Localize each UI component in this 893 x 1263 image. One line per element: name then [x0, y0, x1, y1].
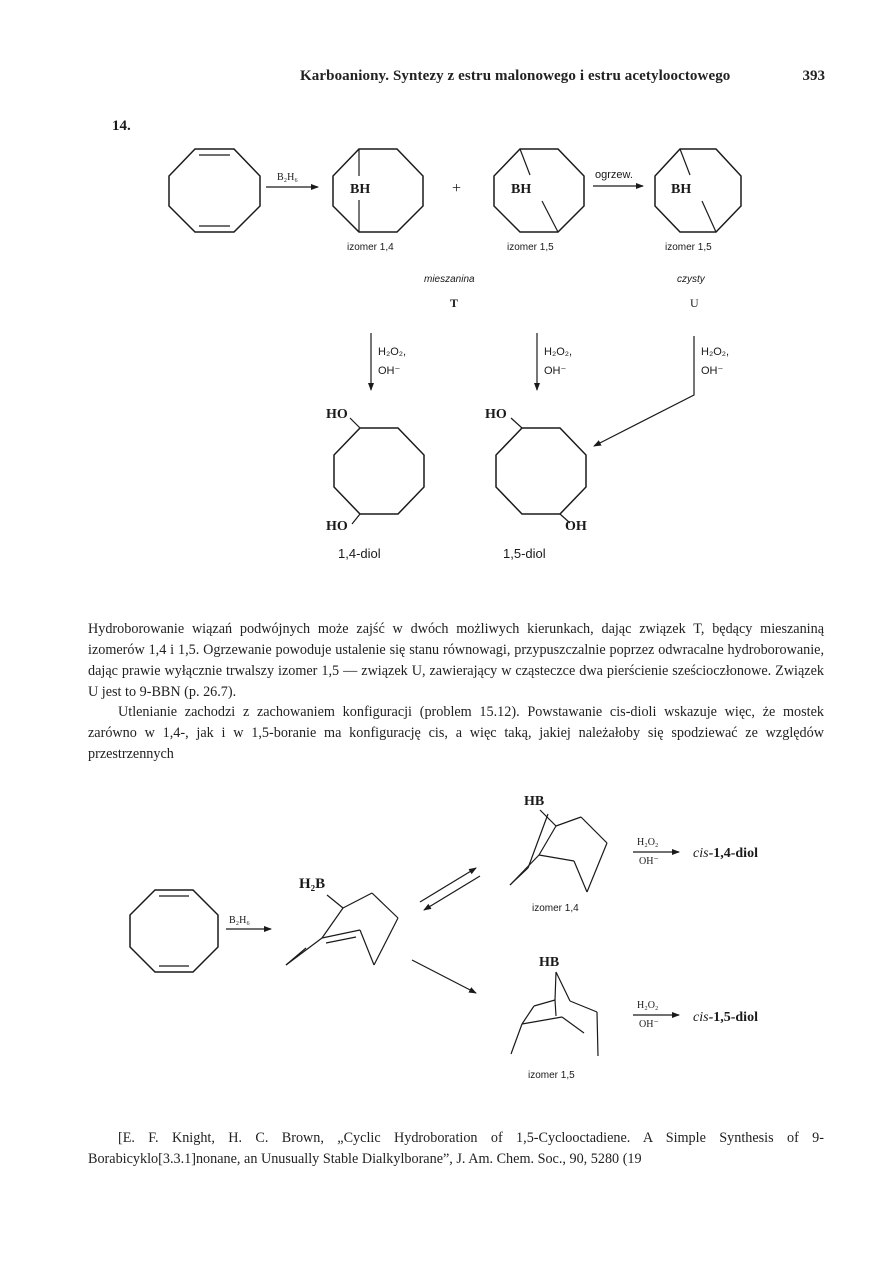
literature-reference [88, 1128, 824, 1170]
reagent-b2h6: B₂H₆ [229, 915, 250, 926]
bicyclic-borane-15 [511, 955, 598, 1081]
diol-15-label: 1,5-diol [503, 546, 546, 561]
oh-minus-label: OH⁻ [701, 365, 724, 377]
bh-label: BH [671, 182, 692, 197]
product-cis-14: cis-1,4-diol [693, 846, 758, 861]
cis-prefix: cis [693, 1010, 709, 1025]
problem-number: 14. [112, 118, 131, 134]
paragraph-oxidation [88, 702, 824, 765]
paragraph-1-text: Hydroborowanie wiązań podwójnych może zajść w dwóch możliwych kierunkach, dając związek T, będący mieszaniną izomerów 1,4 i 1,5. Ogrzewanie powoduje ustalenie się stanu równowagi, przypuszczalnie poprzez odwracalne hydroborowanie, dając prawie wyłącznie trwalszy izomer 1,5 — związek U, zawierający w cząsteczce dwa pierścienie sześcioczłonowe. Związek U jest to 9-BBN (p. 26.7). [88, 621, 824, 700]
product-cis-15: cis-1,5-diol [693, 1010, 758, 1025]
oxidation-arrow-3 [594, 336, 729, 446]
isomer-15-label: izomer 1,5 [507, 242, 554, 253]
oxidation-arrow-top [633, 837, 758, 867]
hb-label: HB [539, 955, 560, 970]
pure-label: czysty [677, 274, 705, 285]
borane-14-structure [333, 149, 423, 253]
paragraph-2-text: Utlenianie zachodzi z zachowaniem konfiguracji (problem 15.12). Powstawanie cis-dioli wskazuje więc, że mostek zarówno w 1,4-, jak i w 1,5-boranie ma konfigurację cis, a więc taką, jakiej należałoby się spodziewać ze względów przestrzennych [88, 704, 824, 762]
diol-14-label: 1,4-diol [338, 546, 381, 561]
oh-minus-label: OH⁻ [639, 1019, 659, 1030]
ho-label: HO [326, 519, 348, 534]
heat-label: ogrzew. [595, 169, 633, 181]
isomer-15-label: izomer 1,5 [528, 1070, 575, 1081]
h2b-label: H₂B [299, 876, 326, 892]
oh-minus-label: OH⁻ [639, 856, 659, 867]
h2o2-label: H₂O₂ [637, 1000, 659, 1011]
running-title: Karboaniony. Syntezy z estru malonowego i estru acetylooctowego [300, 68, 731, 84]
page-number: 393 [802, 68, 825, 84]
oh-minus-label: OH⁻ [544, 365, 567, 377]
h2o2-label: H₂O₂, [544, 346, 573, 358]
b2h6-arrow-2 [226, 915, 271, 929]
heat-arrow [593, 169, 643, 186]
plus-sign: + [452, 180, 462, 197]
bh-label: BH [511, 182, 532, 197]
h2o2-label: H₂O₂, [701, 346, 730, 358]
oxidation-arrow-bottom [633, 1000, 758, 1030]
cis-prefix: cis [693, 846, 709, 861]
isomer-14-label: izomer 1,4 [532, 903, 579, 914]
h2o2-label: H₂O₂ [637, 837, 659, 848]
cyclooctadiene-structure [169, 149, 260, 232]
paragraph-hydroboration [88, 619, 824, 703]
mixture-label: mieszanina [424, 274, 475, 285]
isomer-15-pure-label: izomer 1,5 [665, 242, 712, 253]
diol-14-structure [326, 407, 424, 561]
oh-label: OH [565, 519, 587, 534]
hb-label: HB [524, 794, 545, 809]
isomer-14-label: izomer 1,4 [347, 242, 394, 253]
bicyclic-borane-14 [510, 794, 607, 914]
diol-15-structure [485, 407, 587, 561]
oxidation-arrow-1 [371, 333, 406, 390]
equilibrium-arrows [420, 868, 480, 910]
cyclooctadiene-structure-2 [130, 890, 218, 972]
oh-minus-label: OH⁻ [378, 365, 401, 377]
ho-label: HO [326, 407, 348, 422]
b2h6-arrow-1 [266, 172, 318, 187]
monoborane-intermediate [286, 876, 398, 965]
h2o2-label: H₂O₂, [378, 346, 407, 358]
borane-15-pure-structure [655, 149, 741, 253]
pure-letter: U [690, 296, 699, 310]
reference-text: [E. F. Knight, H. C. Brown, „Cyclic Hydroboration of 1,5-Cyclooctadiene. A Simple Synthesis of 9-Borabicyklo[3.3.1]nonane, an Unusually Stable Dialkylborane”, J. Am. Chem. Soc., 90, 5280 (19 [88, 1130, 824, 1167]
reagent-b2h6: B₂H₆ [277, 172, 298, 183]
oxidation-arrow-2 [537, 333, 572, 390]
bh-label: BH [350, 182, 371, 197]
borane-15-structure [494, 149, 584, 253]
mixture-letter: T [450, 296, 459, 310]
arrow-to-isomer-15 [412, 960, 476, 993]
ho-label: HO [485, 407, 507, 422]
